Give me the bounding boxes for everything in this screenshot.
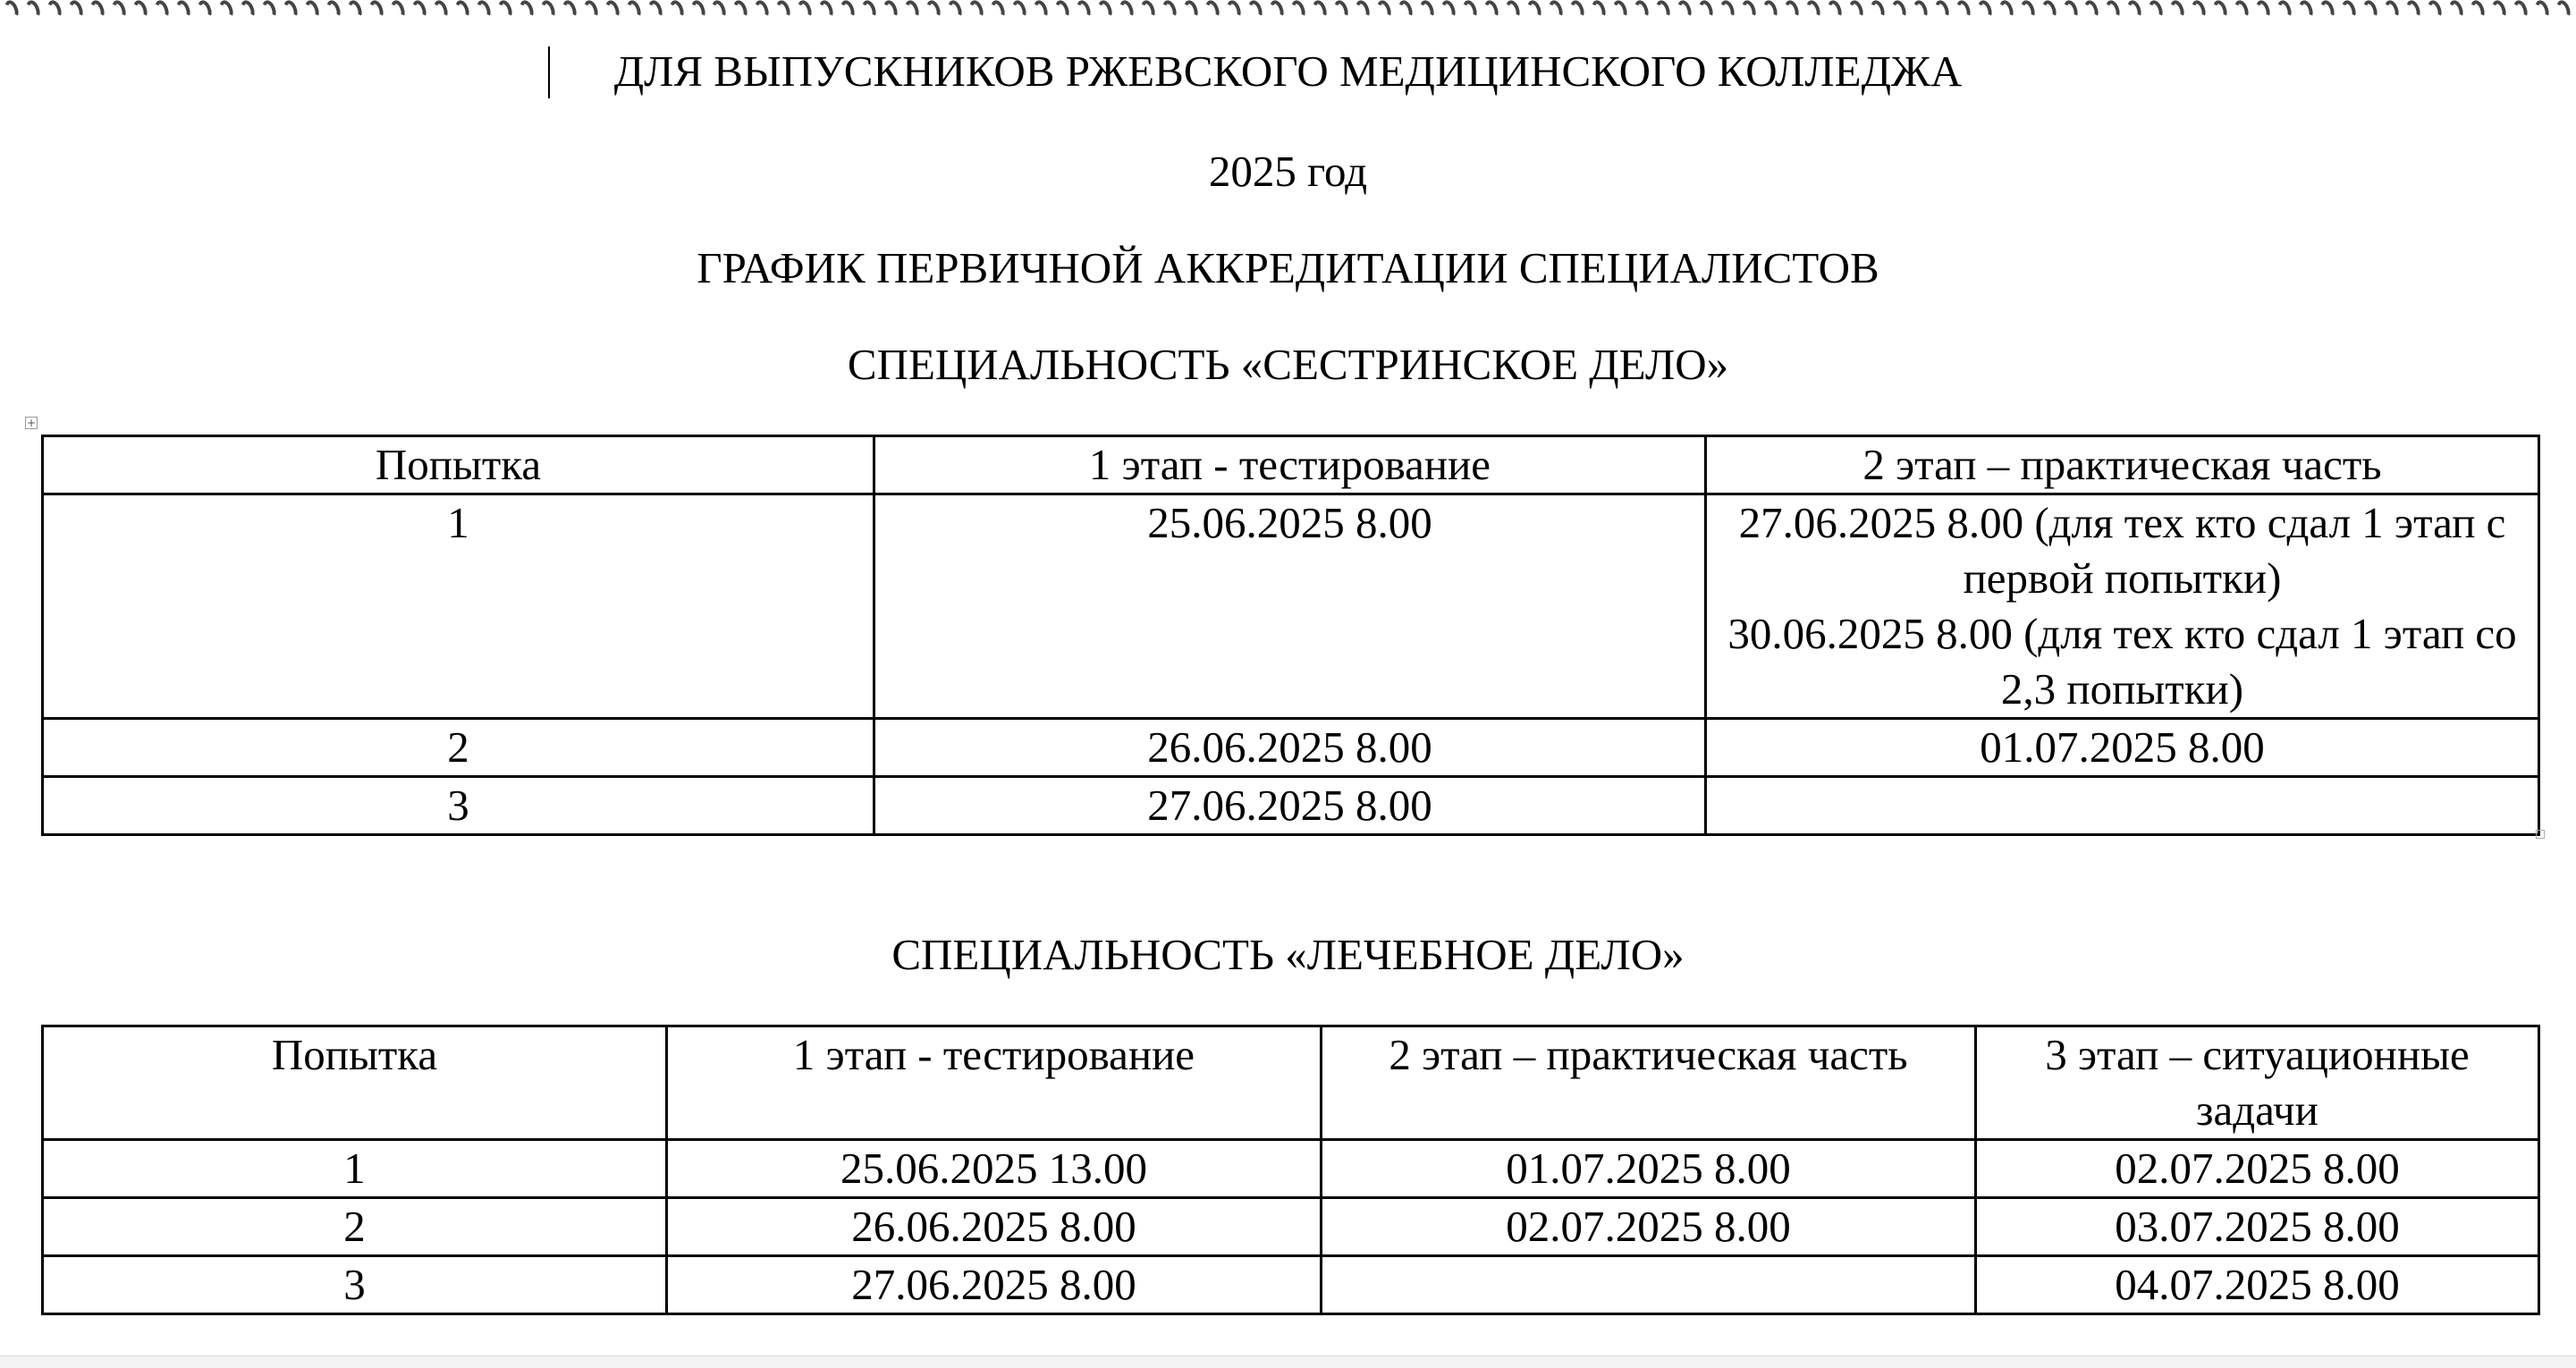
binding-ring-icon — [2104, 0, 2123, 21]
stage2-cell[interactable]: 02.07.2025 8.00 — [1322, 1198, 1976, 1256]
attempt-cell[interactable]: 1 — [43, 1140, 667, 1198]
document-heading[interactable]: ДЛЯ ВЫПУСКНИКОВ РЖЕВСКОГО МЕДИЦИНСКОГО КОЛЛЕДЖА — [613, 46, 1963, 96]
stage2-cell[interactable] — [1322, 1256, 1976, 1314]
nursing-section-title[interactable]: СПЕЦИАЛЬНОСТЬ «СЕСТРИНСКОЕ ДЕЛО» — [847, 340, 1729, 389]
binding-ring-icon — [581, 0, 600, 21]
binding-ring-icon — [3, 0, 21, 21]
binding-ring-icon — [1997, 0, 2015, 21]
binding-ring-icon — [1525, 0, 1544, 21]
binding-ring-icon — [2211, 0, 2230, 21]
binding-ring-icon — [796, 0, 815, 21]
binding-ring-icon — [196, 0, 215, 21]
binding-ring-icon — [2040, 0, 2058, 21]
binding-ring-icon — [2318, 0, 2337, 21]
binding-ring-icon — [2233, 0, 2251, 21]
stage1-cell[interactable]: 25.06.2025 8.00 — [874, 494, 1706, 719]
table-move-handle-icon[interactable]: + — [26, 417, 37, 429]
binding-ring-icon — [1846, 0, 1865, 21]
binding-ring-icon — [925, 0, 943, 21]
binding-ring-icon — [1246, 0, 1265, 21]
binding-ring-icon — [1354, 0, 1372, 21]
binding-ring-icon — [1096, 0, 1115, 21]
binding-ring-icon — [1289, 0, 1308, 21]
binding-ring-icon — [753, 0, 772, 21]
binding-ring-icon — [667, 0, 686, 21]
nursing-schedule-table — [41, 435, 2540, 836]
document-year[interactable]: 2025 год — [1208, 147, 1368, 196]
attempt-cell[interactable]: 2 — [43, 1198, 667, 1256]
binding-ring-icon — [946, 0, 965, 21]
binding-ring-icon — [2147, 0, 2166, 21]
binding-ring-icon — [2555, 0, 2573, 21]
binding-ring-icon — [2383, 0, 2402, 21]
stage3-cell[interactable]: 03.07.2025 8.00 — [1976, 1198, 2539, 1256]
attempt-cell[interactable]: 3 — [43, 1256, 667, 1314]
binding-ring-icon — [1889, 0, 1908, 21]
binding-ring-icon — [1803, 0, 1822, 21]
binding-ring-icon — [2297, 0, 2316, 21]
binding-ring-icon — [1161, 0, 1179, 21]
attempt-cell[interactable]: 1 — [43, 494, 874, 719]
binding-ring-icon — [324, 0, 342, 21]
binding-ring-icon — [2340, 0, 2359, 21]
stage2-line: 27.06.2025 8.00 (для тех кто сдал 1 этап с первой попытки) — [1738, 498, 2506, 603]
binding-ring-icon — [2361, 0, 2380, 21]
binding-ring-icon — [1010, 0, 1029, 21]
stage2-line: 30.06.2025 8.00 (для тех кто сдал 1 этап со 2,3 попытки) — [1727, 609, 2517, 714]
medicine-schedule-table — [41, 1025, 2540, 1315]
medicine-section-title[interactable]: СПЕЦИАЛЬНОСТЬ «ЛЕЧЕБНОЕ ДЕЛО» — [891, 930, 1685, 979]
stage2-cell[interactable] — [1706, 494, 2539, 719]
table-row — [43, 494, 2539, 719]
header-cell[interactable]: 1 этап - тестирование — [874, 436, 1706, 494]
binding-ring-icon — [624, 0, 643, 21]
binding-ring-icon — [2082, 0, 2101, 21]
binding-ring-icon — [2190, 0, 2209, 21]
binding-ring-icon — [1182, 0, 1201, 21]
binding-ring-icon — [2469, 0, 2487, 21]
binding-ring-icon — [89, 0, 107, 21]
binding-ring-icon — [2254, 0, 2273, 21]
binding-ring-icon — [1504, 0, 1523, 21]
stage1-cell[interactable]: 25.06.2025 13.00 — [667, 1140, 1322, 1198]
binding-ring-icon — [1590, 0, 1609, 21]
binding-ring-icon — [1311, 0, 1330, 21]
binding-ring-icon — [2404, 0, 2423, 21]
binding-ring-icon — [1053, 0, 1072, 21]
binding-ring-icon — [1482, 0, 1501, 21]
binding-ring-icon — [1975, 0, 1994, 21]
binding-ring-icon — [1547, 0, 1566, 21]
binding-ring-icon — [1825, 0, 1844, 21]
binding-ring-icon — [817, 0, 836, 21]
binding-ring-icon — [2490, 0, 2509, 21]
binding-ring-icon — [839, 0, 857, 21]
binding-ring-icon — [1332, 0, 1351, 21]
binding-ring-icon — [967, 0, 986, 21]
binding-ring-icon — [2125, 0, 2144, 21]
binding-ring-icon — [410, 0, 428, 21]
binding-ring-icon — [603, 0, 621, 21]
binding-ring-icon — [1461, 0, 1480, 21]
binding-ring-icon — [1118, 0, 1136, 21]
binding-ring-icon — [1868, 0, 1887, 21]
binding-ring-icon — [1954, 0, 1972, 21]
binding-ring-icon — [538, 0, 557, 21]
header-cell[interactable]: 1 этап - тестирование — [667, 1026, 1322, 1140]
stage1-cell[interactable]: 26.06.2025 8.00 — [667, 1198, 1322, 1256]
binding-ring-icon — [903, 0, 922, 21]
binding-ring-icon — [1696, 0, 1715, 21]
binding-ring-icon — [174, 0, 193, 21]
stage3-cell[interactable]: 02.07.2025 8.00 — [1976, 1140, 2539, 1198]
stage2-cell[interactable]: 01.07.2025 8.00 — [1706, 719, 2539, 777]
binding-ring-icon — [1204, 0, 1222, 21]
binding-ring-icon — [1032, 0, 1051, 21]
binding-ring-icon — [2426, 0, 2445, 21]
binding-ring-icon — [1610, 0, 1629, 21]
binding-ring-icon — [259, 0, 278, 21]
stage1-cell[interactable]: 27.06.2025 8.00 — [874, 777, 1706, 835]
binding-ring-icon — [24, 0, 43, 21]
binding-ring-icon — [131, 0, 150, 21]
binding-ring-icon — [1418, 0, 1437, 21]
table-row — [43, 1198, 2539, 1256]
table-header-row — [43, 1026, 2539, 1140]
binding-ring-icon — [560, 0, 579, 21]
binding-ring-icon — [1375, 0, 1394, 21]
binding-ring-icon — [1632, 0, 1651, 21]
binding-ring-icon — [710, 0, 729, 21]
binding-ring-icon — [1761, 0, 1779, 21]
binding-ring-icon — [67, 0, 86, 21]
binding-ring-icon — [1932, 0, 1951, 21]
binding-ring-icon — [302, 0, 321, 21]
binding-ring-icon — [2018, 0, 2037, 21]
binding-ring-icon — [1718, 0, 1736, 21]
header-cell[interactable]: Попытка — [43, 436, 874, 494]
binding-ring-icon — [1075, 0, 1094, 21]
binding-ring-icon — [2276, 0, 2294, 21]
binding-ring-icon — [517, 0, 536, 21]
binding-ring-icon — [1397, 0, 1415, 21]
header-cell[interactable]: 3 этап – ситуационные задачи — [1976, 1026, 2539, 1140]
binding-ring-icon — [882, 0, 900, 21]
binding-ring-icon — [1782, 0, 1801, 21]
binding-ring-icon — [367, 0, 385, 21]
stage3-cell[interactable]: 04.07.2025 8.00 — [1976, 1256, 2539, 1314]
binding-ring-icon — [2168, 0, 2187, 21]
binding-ring-icon — [345, 0, 364, 21]
binding-ring-icon — [1675, 0, 1693, 21]
binding-ring-icon — [1225, 0, 1244, 21]
binding-ring-icon — [2061, 0, 2080, 21]
stage1-cell[interactable]: 26.06.2025 8.00 — [874, 719, 1706, 777]
attempt-cell[interactable]: 3 — [43, 777, 874, 835]
spiral-binding — [0, 0, 2576, 25]
stage2-cell[interactable] — [1706, 777, 2539, 835]
binding-ring-icon — [731, 0, 750, 21]
binding-ring-icon — [2447, 0, 2466, 21]
binding-ring-icon — [495, 0, 514, 21]
table-row — [43, 719, 2539, 777]
binding-ring-icon — [46, 0, 64, 21]
binding-ring-icon — [1739, 0, 1758, 21]
stage2-cell[interactable]: 01.07.2025 8.00 — [1322, 1140, 1976, 1198]
binding-ring-icon — [153, 0, 172, 21]
binding-ring-icon — [1268, 0, 1287, 21]
attempt-cell[interactable]: 2 — [43, 719, 874, 777]
binding-ring-icon — [688, 0, 707, 21]
binding-ring-icon — [238, 0, 257, 21]
binding-ring-icon — [1653, 0, 1672, 21]
binding-ring-icon — [860, 0, 879, 21]
document-subtitle[interactable]: ГРАФИК ПЕРВИЧНОЙ АККРЕДИТАЦИИ СПЕЦИАЛИСТОВ — [697, 243, 1879, 292]
binding-ring-icon — [1440, 0, 1458, 21]
table-row — [43, 1140, 2539, 1198]
header-cell[interactable]: 2 этап – практическая часть — [1706, 436, 2539, 494]
binding-ring-icon — [474, 0, 493, 21]
header-cell[interactable]: Попытка — [43, 1026, 667, 1140]
binding-ring-icon — [1139, 0, 1158, 21]
table-header-row — [43, 436, 2539, 494]
binding-ring-icon — [1568, 0, 1587, 21]
binding-ring-icon — [217, 0, 236, 21]
binding-ring-icon — [388, 0, 407, 21]
table-row — [43, 777, 2539, 835]
binding-ring-icon — [2533, 0, 2552, 21]
binding-ring-icon — [110, 0, 129, 21]
table-row — [43, 1256, 2539, 1314]
stage1-cell[interactable]: 27.06.2025 8.00 — [667, 1256, 1322, 1314]
binding-ring-icon — [1911, 0, 1930, 21]
header-cell[interactable]: 2 этап – практическая часть — [1322, 1026, 1976, 1140]
binding-ring-icon — [2512, 0, 2530, 21]
binding-ring-icon — [452, 0, 471, 21]
binding-ring-icon — [989, 0, 1008, 21]
binding-ring-icon — [431, 0, 450, 21]
table-resize-handle[interactable] — [2536, 830, 2545, 839]
binding-ring-icon — [774, 0, 793, 21]
binding-ring-icon — [281, 0, 300, 21]
binding-ring-icon — [646, 0, 664, 21]
